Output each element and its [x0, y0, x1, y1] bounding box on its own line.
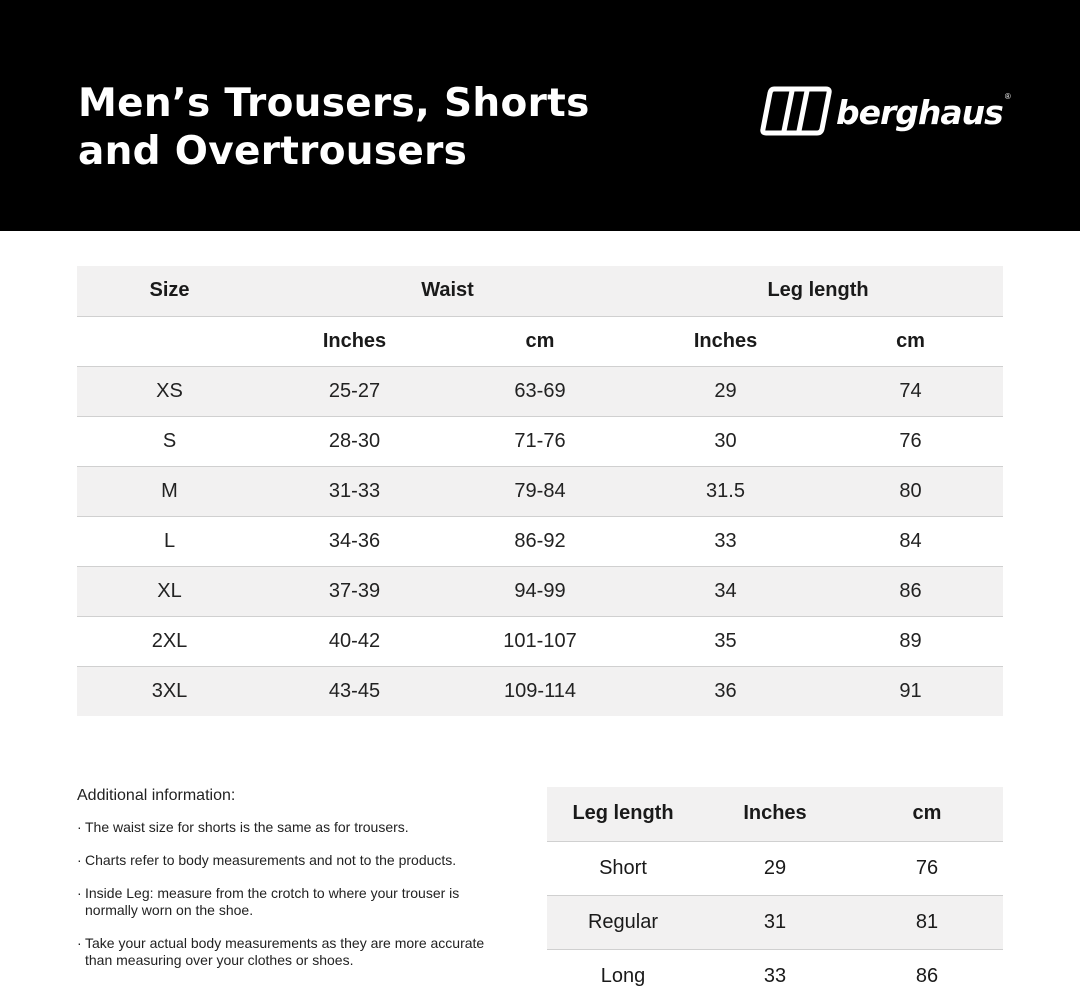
- info-item: [77, 852, 497, 869]
- page-title-line-2: and Overtrousers: [78, 129, 468, 174]
- cell-waist-inches: 40-42: [262, 616, 447, 666]
- cell-leg-cm: 74: [818, 366, 1003, 416]
- additional-info: [77, 787, 497, 985]
- cell-waist-cm: 109-114: [447, 666, 633, 716]
- page-title-line-1: Men’s Trousers, Shorts: [78, 81, 590, 126]
- table-row: [77, 566, 1003, 616]
- bullet: ·: [77, 852, 82, 868]
- info-item-text: Take your actual body measurements as they are more accurate than measuring over your clothes or shoes.: [85, 935, 485, 968]
- registered-mark: ®: [1004, 92, 1011, 101]
- cell-cm: 86: [915, 964, 939, 987]
- cell-leg-length: Long: [600, 964, 646, 987]
- additional-info-title: Additional information:: [77, 787, 236, 804]
- info-item: [77, 885, 497, 919]
- bullet: ·: [77, 885, 82, 901]
- cell-size: XL: [77, 566, 262, 616]
- info-item-text: The waist size for shorts is the same as for trousers.: [85, 819, 409, 835]
- leg-header-cm: cm: [851, 787, 1003, 841]
- cell-size: L: [77, 516, 262, 566]
- cell-leg-cm: 86: [818, 566, 1003, 616]
- page-header: [0, 0, 1080, 231]
- cell-leg-cm: 91: [818, 666, 1003, 716]
- info-item-text: Inside Leg: measure from the crotch to where your trouser is normally worn on the shoe.: [85, 885, 460, 918]
- cell-leg-length: Regular: [547, 895, 699, 949]
- table-row: [77, 616, 1003, 666]
- cell-size: M: [77, 466, 262, 516]
- brand-wordmark: berghaus: [836, 92, 1003, 132]
- table-row: [77, 416, 1003, 466]
- cell-inches: 31: [699, 895, 851, 949]
- cell-waist-cm: 79-84: [447, 466, 633, 516]
- cell-leg-cm: 80: [818, 466, 1003, 516]
- cell-waist-cm: 101-107: [447, 616, 633, 666]
- header-waist: Waist: [262, 266, 633, 316]
- info-item: [77, 935, 497, 969]
- cell-cm: 81: [851, 895, 1003, 949]
- subheader-waist-inches: Inches: [262, 316, 447, 366]
- cell-waist-inches: 34-36: [262, 516, 447, 566]
- cell-leg-length: Short: [547, 841, 699, 895]
- cell-leg-inches: 33: [633, 516, 818, 566]
- subheader-leg-inches: Inches: [633, 316, 818, 366]
- table-row: [547, 949, 1003, 992]
- table-row: [77, 516, 1003, 566]
- cell-leg-cm: 84: [818, 516, 1003, 566]
- brand-logo: [760, 84, 1011, 138]
- cell-leg-cm: 76: [818, 416, 1003, 466]
- cell-leg-inches: 36: [633, 666, 818, 716]
- table-row: [77, 666, 1003, 716]
- cell-leg-inches: 31.5: [633, 466, 818, 516]
- cell-waist-inches: 31-33: [262, 466, 447, 516]
- cell-size: XS: [77, 366, 262, 416]
- table-row: [547, 895, 1003, 949]
- leg-table-header-row: [547, 787, 1003, 841]
- cell-inches: 29: [699, 841, 851, 895]
- cell-waist-cm: 63-69: [447, 366, 633, 416]
- table-row: [547, 841, 1003, 895]
- bullet: ·: [77, 819, 82, 835]
- page-title: [78, 80, 590, 176]
- cell-size: 3XL: [77, 666, 262, 716]
- cell-leg-inches: 29: [633, 366, 818, 416]
- table-row: [77, 366, 1003, 416]
- info-item: [77, 819, 497, 836]
- cell-cm: 76: [851, 841, 1003, 895]
- cell-leg-inches: 35: [633, 616, 818, 666]
- cell-inches: 33: [763, 964, 787, 987]
- subheader-leg-cm: cm: [818, 316, 1003, 366]
- table-row: [77, 466, 1003, 516]
- leg-header-length: Leg length: [547, 787, 699, 841]
- bullet: ·: [77, 935, 82, 951]
- cell-size: 2XL: [77, 616, 262, 666]
- size-chart-table: [77, 266, 1003, 716]
- table-header-row: [77, 266, 1003, 316]
- subheader-waist-cm: cm: [447, 316, 633, 366]
- cell-leg-inches: 30: [633, 416, 818, 466]
- header-size: Size: [77, 266, 262, 316]
- cell-leg-inches: 34: [633, 566, 818, 616]
- table-subheader-row: [77, 316, 1003, 366]
- leg-length-table: [547, 787, 1003, 992]
- info-item-text: Charts refer to body measurements and not to the products.: [85, 852, 457, 868]
- berghaus-mountain-logo-icon: [760, 85, 832, 137]
- leg-header-inches: Inches: [699, 787, 851, 841]
- cell-waist-inches: 25-27: [262, 366, 447, 416]
- cell-waist-cm: 86-92: [447, 516, 633, 566]
- cell-leg-cm: 89: [818, 616, 1003, 666]
- cell-waist-inches: 37-39: [262, 566, 447, 616]
- header-leg-length: Leg length: [633, 266, 1003, 316]
- subheader-empty: [77, 316, 262, 366]
- cell-waist-inches: 28-30: [262, 416, 447, 466]
- cell-waist-cm: 94-99: [447, 566, 633, 616]
- cell-waist-cm: 71-76: [447, 416, 633, 466]
- cell-size: S: [77, 416, 262, 466]
- cell-waist-inches: 43-45: [262, 666, 447, 716]
